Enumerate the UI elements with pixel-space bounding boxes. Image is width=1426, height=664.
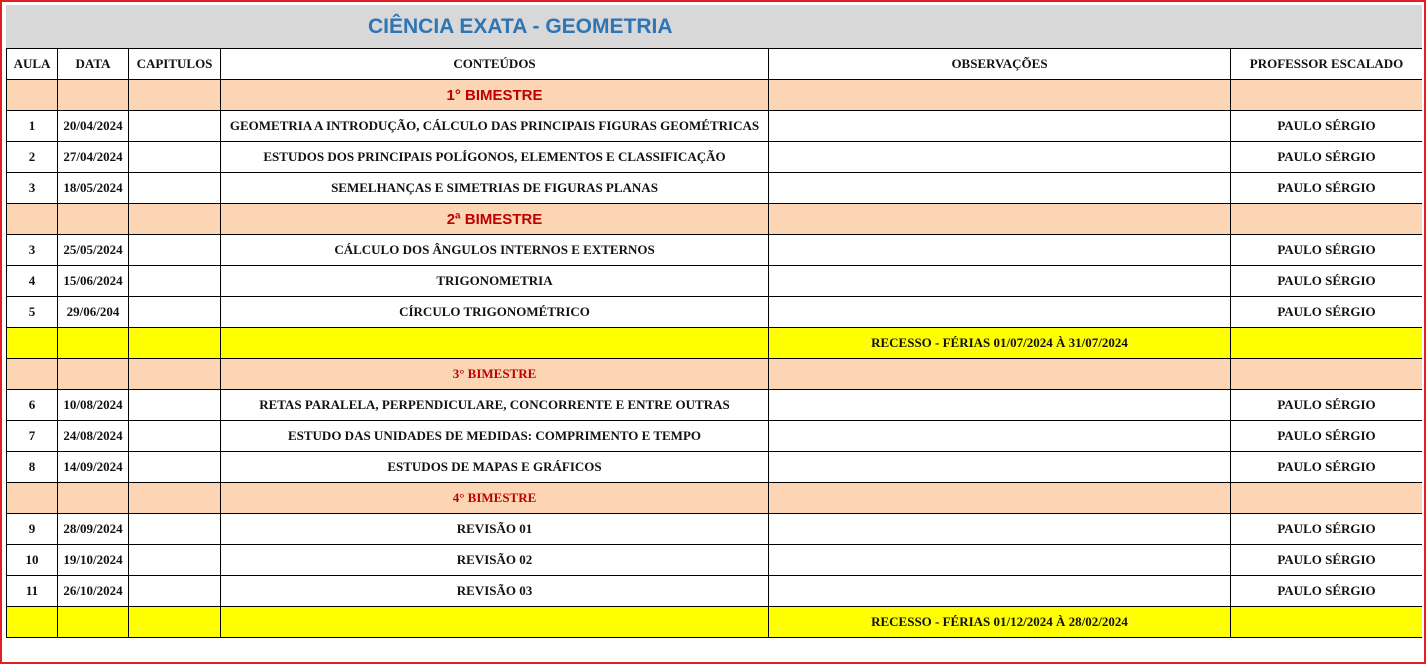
recess-note[interactable]: RECESSO - FÉRIAS 01/12/2024 À 28/02/2024 (769, 607, 1231, 638)
conteudo-cell[interactable]: ESTUDOS DOS PRINCIPAIS POLÍGONOS, ELEMENTOS E CLASSIFICAÇÃO (221, 142, 769, 173)
header-row (7, 49, 1423, 80)
professor-cell[interactable]: PAULO SÉRGIO (1231, 576, 1423, 607)
obs-cell[interactable] (769, 576, 1231, 607)
professor-cell[interactable]: PAULO SÉRGIO (1231, 142, 1423, 173)
aula-cell[interactable]: 6 (7, 390, 58, 421)
conteudo-cell[interactable]: RETAS PARALELA, PERPENDICULARE, CONCORRENTE E ENTRE OUTRAS (221, 390, 769, 421)
aula-cell[interactable]: 2 (7, 142, 58, 173)
table-row (7, 390, 1423, 421)
bimestre-label[interactable]: 1° BIMESTRE (221, 80, 769, 111)
schedule-table (6, 48, 1423, 638)
professor-cell[interactable]: PAULO SÉRGIO (1231, 452, 1423, 483)
professor-cell[interactable]: PAULO SÉRGIO (1231, 111, 1423, 142)
cell[interactable] (1231, 328, 1423, 359)
capitulo-cell[interactable] (129, 142, 221, 173)
header-professor[interactable]: PROFESSOR ESCALADO (1231, 49, 1423, 80)
table-row (7, 421, 1423, 452)
bimestre-row-3 (7, 359, 1423, 390)
recess-note[interactable]: RECESSO - FÉRIAS 01/07/2024 À 31/07/2024 (769, 328, 1231, 359)
table-row (7, 142, 1423, 173)
aula-cell[interactable]: 3 (7, 235, 58, 266)
cell[interactable] (7, 483, 58, 514)
table-row (7, 111, 1423, 142)
data-cell[interactable]: 24/08/2024 (58, 421, 129, 452)
cell[interactable] (7, 204, 58, 235)
data-cell[interactable]: 28/09/2024 (58, 514, 129, 545)
professor-cell[interactable]: PAULO SÉRGIO (1231, 545, 1423, 576)
table-row (7, 514, 1423, 545)
capitulo-cell[interactable] (129, 452, 221, 483)
data-cell[interactable]: 25/05/2024 (58, 235, 129, 266)
header-aula[interactable]: AULA (7, 49, 58, 80)
professor-cell[interactable]: PAULO SÉRGIO (1231, 266, 1423, 297)
data-cell[interactable]: 10/08/2024 (58, 390, 129, 421)
table-row (7, 266, 1423, 297)
conteudo-cell[interactable]: GEOMETRIA A INTRODUÇÃO, CÁLCULO DAS PRINCIPAIS FIGURAS GEOMÉTRICAS (221, 111, 769, 142)
obs-cell[interactable] (769, 235, 1231, 266)
sheet-edge (1422, 2, 1426, 664)
cell[interactable] (769, 359, 1231, 390)
conteudo-cell[interactable]: ESTUDO DAS UNIDADES DE MEDIDAS: COMPRIMENTO E TEMPO (221, 421, 769, 452)
data-cell[interactable]: 27/04/2024 (58, 142, 129, 173)
cell[interactable] (58, 204, 129, 235)
cell[interactable] (129, 607, 221, 638)
conteudo-cell[interactable]: ESTUDOS DE MAPAS E GRÁFICOS (221, 452, 769, 483)
cell[interactable] (58, 607, 129, 638)
conteudo-cell[interactable]: REVISÃO 01 (221, 514, 769, 545)
professor-cell[interactable]: PAULO SÉRGIO (1231, 235, 1423, 266)
header-capitulos[interactable]: CAPITULOS (129, 49, 221, 80)
obs-cell[interactable] (769, 545, 1231, 576)
data-cell[interactable]: 15/06/2024 (58, 266, 129, 297)
professor-cell[interactable]: PAULO SÉRGIO (1231, 390, 1423, 421)
capitulo-cell[interactable] (129, 390, 221, 421)
cell[interactable] (129, 80, 221, 111)
data-cell[interactable]: 29/06/204 (58, 297, 129, 328)
cell[interactable] (129, 204, 221, 235)
bimestre-label[interactable]: 3° BIMESTRE (221, 359, 769, 390)
capitulo-cell[interactable] (129, 297, 221, 328)
obs-cell[interactable] (769, 142, 1231, 173)
data-cell[interactable]: 18/05/2024 (58, 173, 129, 204)
cell[interactable] (7, 80, 58, 111)
cell[interactable] (769, 80, 1231, 111)
conteudo-cell[interactable]: CÍRCULO TRIGONOMÉTRICO (221, 297, 769, 328)
obs-cell[interactable] (769, 390, 1231, 421)
sheet-title: CIÊNCIA EXATA - GEOMETRIA (368, 15, 673, 38)
obs-cell[interactable] (769, 111, 1231, 142)
cell[interactable] (221, 607, 769, 638)
aula-cell[interactable]: 3 (7, 173, 58, 204)
cell[interactable] (58, 359, 129, 390)
professor-cell[interactable]: PAULO SÉRGIO (1231, 173, 1423, 204)
table-row (7, 235, 1423, 266)
professor-cell[interactable]: PAULO SÉRGIO (1231, 297, 1423, 328)
table-row (7, 452, 1423, 483)
conteudo-cell[interactable]: TRIGONOMETRIA (221, 266, 769, 297)
header-conteudos[interactable]: CONTEÚDOS (221, 49, 769, 80)
conteudo-cell[interactable]: REVISÃO 03 (221, 576, 769, 607)
cell[interactable] (7, 359, 58, 390)
conteudo-cell[interactable]: REVISÃO 02 (221, 545, 769, 576)
cell[interactable] (129, 483, 221, 514)
cell[interactable] (7, 607, 58, 638)
cell[interactable] (129, 359, 221, 390)
title-cell[interactable] (6, 5, 1422, 49)
header-data[interactable]: DATA (58, 49, 129, 80)
cell[interactable] (58, 328, 129, 359)
cell[interactable] (1231, 607, 1423, 638)
table-row (7, 297, 1423, 328)
aula-cell[interactable]: 9 (7, 514, 58, 545)
bimestre-row-1 (7, 80, 1423, 111)
capitulo-cell[interactable] (129, 514, 221, 545)
conteudo-cell[interactable]: SEMELHANÇAS E SIMETRIAS DE FIGURAS PLANAS (221, 173, 769, 204)
bimestre-label[interactable]: 4° BIMESTRE (221, 483, 769, 514)
cell[interactable] (7, 328, 58, 359)
cell[interactable] (769, 483, 1231, 514)
professor-cell[interactable]: PAULO SÉRGIO (1231, 421, 1423, 452)
cell[interactable] (1231, 80, 1423, 111)
cell[interactable] (1231, 359, 1423, 390)
cell[interactable] (1231, 204, 1423, 235)
data-cell[interactable]: 19/10/2024 (58, 545, 129, 576)
bimestre-row-2 (7, 204, 1423, 235)
obs-cell[interactable] (769, 297, 1231, 328)
capitulo-cell[interactable] (129, 421, 221, 452)
bimestre-label[interactable]: 2ª BIMESTRE (221, 204, 769, 235)
capitulo-cell[interactable] (129, 111, 221, 142)
cell[interactable] (58, 483, 129, 514)
cell[interactable] (129, 328, 221, 359)
cell[interactable] (221, 328, 769, 359)
cell[interactable] (769, 204, 1231, 235)
aula-cell[interactable]: 11 (7, 576, 58, 607)
capitulo-cell[interactable] (129, 235, 221, 266)
obs-cell[interactable] (769, 266, 1231, 297)
capitulo-cell[interactable] (129, 576, 221, 607)
recess-row-1 (7, 328, 1423, 359)
table-row (7, 545, 1423, 576)
table-row (7, 173, 1423, 204)
aula-cell[interactable]: 8 (7, 452, 58, 483)
cell[interactable] (1231, 483, 1423, 514)
obs-cell[interactable] (769, 421, 1231, 452)
cell[interactable] (58, 80, 129, 111)
recess-row-2 (7, 607, 1423, 638)
capitulo-cell[interactable] (129, 545, 221, 576)
capitulo-cell[interactable] (129, 173, 221, 204)
aula-cell[interactable]: 4 (7, 266, 58, 297)
table-row (7, 576, 1423, 607)
header-observacoes[interactable]: OBSERVAÇÕES (769, 49, 1231, 80)
data-cell[interactable]: 14/09/2024 (58, 452, 129, 483)
aula-cell[interactable]: 5 (7, 297, 58, 328)
data-cell[interactable]: 26/10/2024 (58, 576, 129, 607)
obs-cell[interactable] (769, 173, 1231, 204)
aula-cell[interactable]: 7 (7, 421, 58, 452)
obs-cell[interactable] (769, 514, 1231, 545)
conteudo-cell[interactable]: CÁLCULO DOS ÂNGULOS INTERNOS E EXTERNOS (221, 235, 769, 266)
aula-cell[interactable]: 1 (7, 111, 58, 142)
professor-cell[interactable]: PAULO SÉRGIO (1231, 514, 1423, 545)
bimestre-row-4 (7, 483, 1423, 514)
obs-cell[interactable] (769, 452, 1231, 483)
aula-cell[interactable]: 10 (7, 545, 58, 576)
capitulo-cell[interactable] (129, 266, 221, 297)
data-cell[interactable]: 20/04/2024 (58, 111, 129, 142)
